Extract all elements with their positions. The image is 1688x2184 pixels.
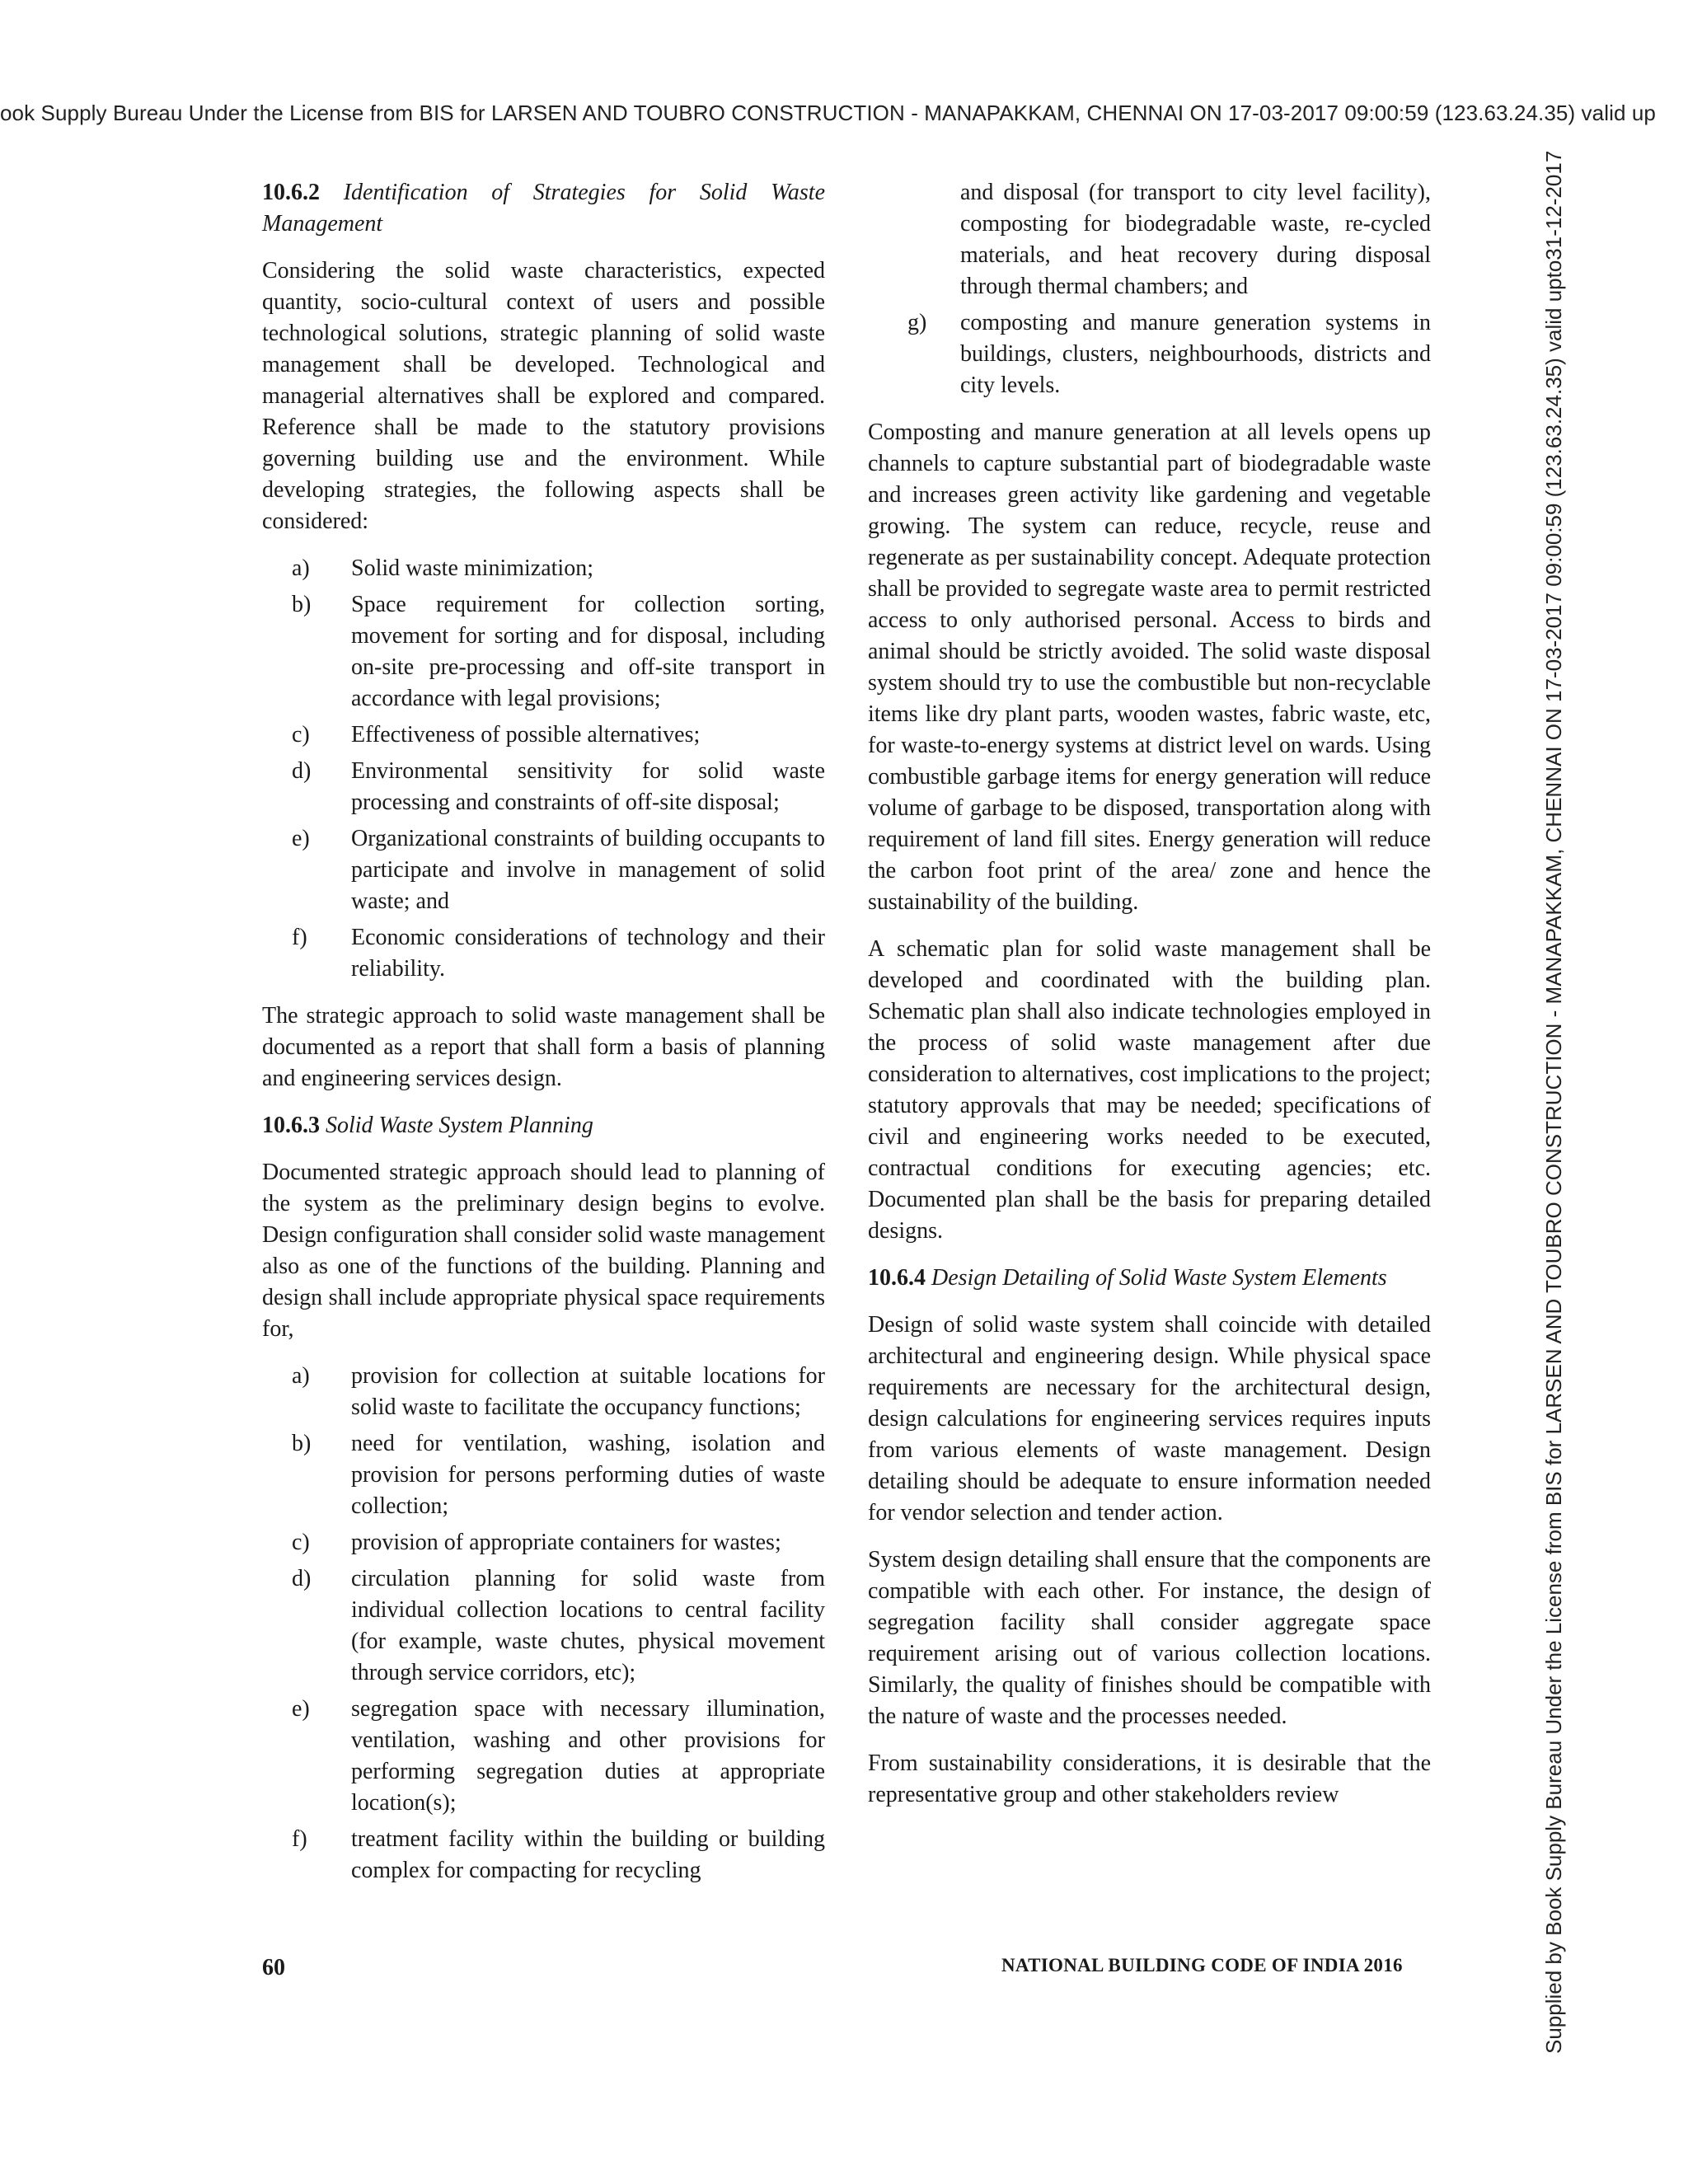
section-number: 10.6.4 <box>868 1265 926 1291</box>
list-text: provision for collection at suitable locations for solid waste to facilitate the occupancy functions; <box>351 1363 825 1420</box>
list-label: f) <box>292 925 307 950</box>
paragraph: Documented strategic approach should lead to planning of the system as the preliminary design begins to evolve. Design configuration shall consider solid waste management also as one of the functions of the building. Planning and design shall include appropriate physical space requirements for, <box>262 1160 825 1342</box>
list-text: circulation planning for solid waste from individual collection locations to central facility (for example, waste chutes, physical movement through service corridors, etc); <box>351 1566 825 1685</box>
list-label: c) <box>292 1530 310 1555</box>
list-item <box>262 922 825 985</box>
section-number: 10.6.2 <box>262 180 320 205</box>
list-item <box>262 719 825 751</box>
list-label: c) <box>292 722 310 748</box>
list-label: b) <box>292 1431 312 1456</box>
page-number: 60 <box>262 1955 285 1980</box>
left-column <box>262 177 825 1902</box>
section-heading-10-6-2 <box>262 177 825 240</box>
document-title: NATIONAL BUILDING CODE OF INDIA 2016 <box>1001 1955 1403 1975</box>
list-label: e) <box>292 826 310 851</box>
list-text: Space requirement for collection sorting, movement for sorting and for disposal, including on-site pre-processing and off-site transport in accordance with legal provisions; <box>351 592 825 711</box>
paragraph: Composting and manure generation at all levels opens up channels to capture substantial part of biodegradable waste and increases green activity like gardening and vegetable growing. The system can reduce, recycle, reuse and regenerate as per sustainability concept. Adequate protection shall be provided to segregate waste area to permit restricted access to only authorised personal. Access to birds and animal should be strictly avoided. The solid waste disposal system should try to use the combustible but non-recyclable items like dry plant parts, wooden wastes, fabric waste, etc, for waste-to-energy systems at district level on wards. Using combustible garbage items for energy generation will reduce volume of garbage to be disposed, transportation along with requirement of land fill sites. Energy generation will reduce the carbon foot print of the area/ zone and hence the sustainability of the building. <box>868 419 1431 915</box>
list-item <box>262 1428 825 1522</box>
list-label: d) <box>292 1566 312 1591</box>
list-item <box>262 1361 825 1423</box>
paragraph: The strategic approach to solid waste management shall be documented as a report that shall form a basis of planning and engineering services design. <box>262 1003 825 1091</box>
list-item <box>262 1824 825 1886</box>
list-text: Economic considerations of technology and their reliability. <box>351 925 825 982</box>
list-text: Effectiveness of possible alternatives; <box>351 722 701 748</box>
list-text: segregation space with necessary illumination, ventilation, washing and other provisions for performing segregation duties at appropriate location(s); <box>351 1696 825 1816</box>
list-label: g) <box>907 310 927 335</box>
space-requirements-list-continued <box>868 177 1431 401</box>
section-number: 10.6.3 <box>262 1113 320 1138</box>
list-text: and disposal (for transport to city level facility), composting for biodegradable waste, re-cycled materials, and heat recovery during disposal through thermal chambers; and <box>960 180 1431 299</box>
section-title: Solid Waste System Planning <box>326 1113 593 1138</box>
paragraph: From sustainability considerations, it is desirable that the representative group and other stakeholders review <box>868 1750 1431 1807</box>
section-heading-10-6-4 <box>868 1263 1431 1294</box>
list-label: d) <box>292 758 312 784</box>
paragraph: Design of solid waste system shall coincide with detailed architectural and engineering design. While physical space requirements are necessary for the architectural design, design calculations for engineering services requires inputs from various elements of waste management. Design detailing should be adequate to ensure information needed for vendor selection and tender action. <box>868 1312 1431 1526</box>
list-item <box>262 823 825 917</box>
list-text: Environmental sensitivity for solid waste processing and constraints of off-site disposal; <box>351 758 825 815</box>
list-item <box>868 307 1431 401</box>
list-label: f) <box>292 1826 307 1852</box>
list-text: treatment facility within the building or building complex for compacting for recycling <box>351 1826 825 1883</box>
license-watermark-top: ook Supply Bureau Under the License from BIS for LARSEN AND TOUBRO CONSTRUCTION - MANAPAKKAM, CHENNAI ON 17-03-2017 09:00:59 (123.63.24.35) valid up <box>0 101 1656 125</box>
right-column <box>868 177 1431 1826</box>
list-item <box>262 1563 825 1689</box>
section-title: Identification of Strategies for Solid Waste Management <box>262 180 825 237</box>
section-title: Design Detailing of Solid Waste System Elements <box>931 1265 1387 1291</box>
list-text: composting and manure generation systems in buildings, clusters, neighbourhoods, districts and city levels. <box>960 310 1431 398</box>
list-text: Solid waste minimization; <box>351 555 593 581</box>
list-label: a) <box>292 555 310 581</box>
list-item <box>262 756 825 818</box>
list-item <box>262 553 825 584</box>
paragraph: System design detailing shall ensure that the components are compatible with each other. For instance, the design of segregation facility shall consider aggregate space requirement arising out of various collection locations. Similarly, the quality of finishes should be compatible with the nature of waste and the processes needed. <box>868 1547 1431 1729</box>
space-requirements-list <box>262 1361 825 1886</box>
license-watermark-side: Supplied by Book Supply Bureau Under the License from BIS for LARSEN AND TOUBRO CONSTRUCTION - MANAPAKKAM, CHENNAI ON 17-03-2017 09:00:59 (123.63.24.35) valid upto31-12-2017 <box>1541 150 1566 2054</box>
list-label: b) <box>292 592 312 617</box>
list-text: Organizational constraints of building occupants to participate and involve in management of solid waste; and <box>351 826 825 914</box>
list-item <box>868 177 1431 302</box>
paragraph: Considering the solid waste characteristics, expected quantity, socio-cultural context of users and possible technological solutions, strategic planning of solid waste management shall be developed. Technological and managerial alternatives shall be explored and compared. Reference shall be made to the statutory provisions governing building use and the environment. While developing strategies, the following aspects shall be considered: <box>262 258 825 534</box>
list-text: provision of appropriate containers for wastes; <box>351 1530 781 1555</box>
list-label: e) <box>292 1696 310 1722</box>
list-label: a) <box>292 1363 310 1389</box>
aspects-list <box>262 553 825 985</box>
list-item <box>262 589 825 715</box>
paragraph: A schematic plan for solid waste management shall be developed and coordinated with the building plan. Schematic plan shall also indicate technologies employed in the process of solid waste management after due consideration to alternatives, cost implications to the project; statutory approvals that may be needed; specifications of civil and engineering works needed to be executed, contractual conditions for executing agencies; etc. Documented plan shall be the basis for preparing detailed designs. <box>868 936 1431 1244</box>
list-item <box>262 1527 825 1558</box>
section-heading-10-6-3 <box>262 1110 825 1141</box>
list-item <box>262 1694 825 1819</box>
list-text: need for ventilation, washing, isolation and provision for persons performing duties of waste collection; <box>351 1431 825 1519</box>
